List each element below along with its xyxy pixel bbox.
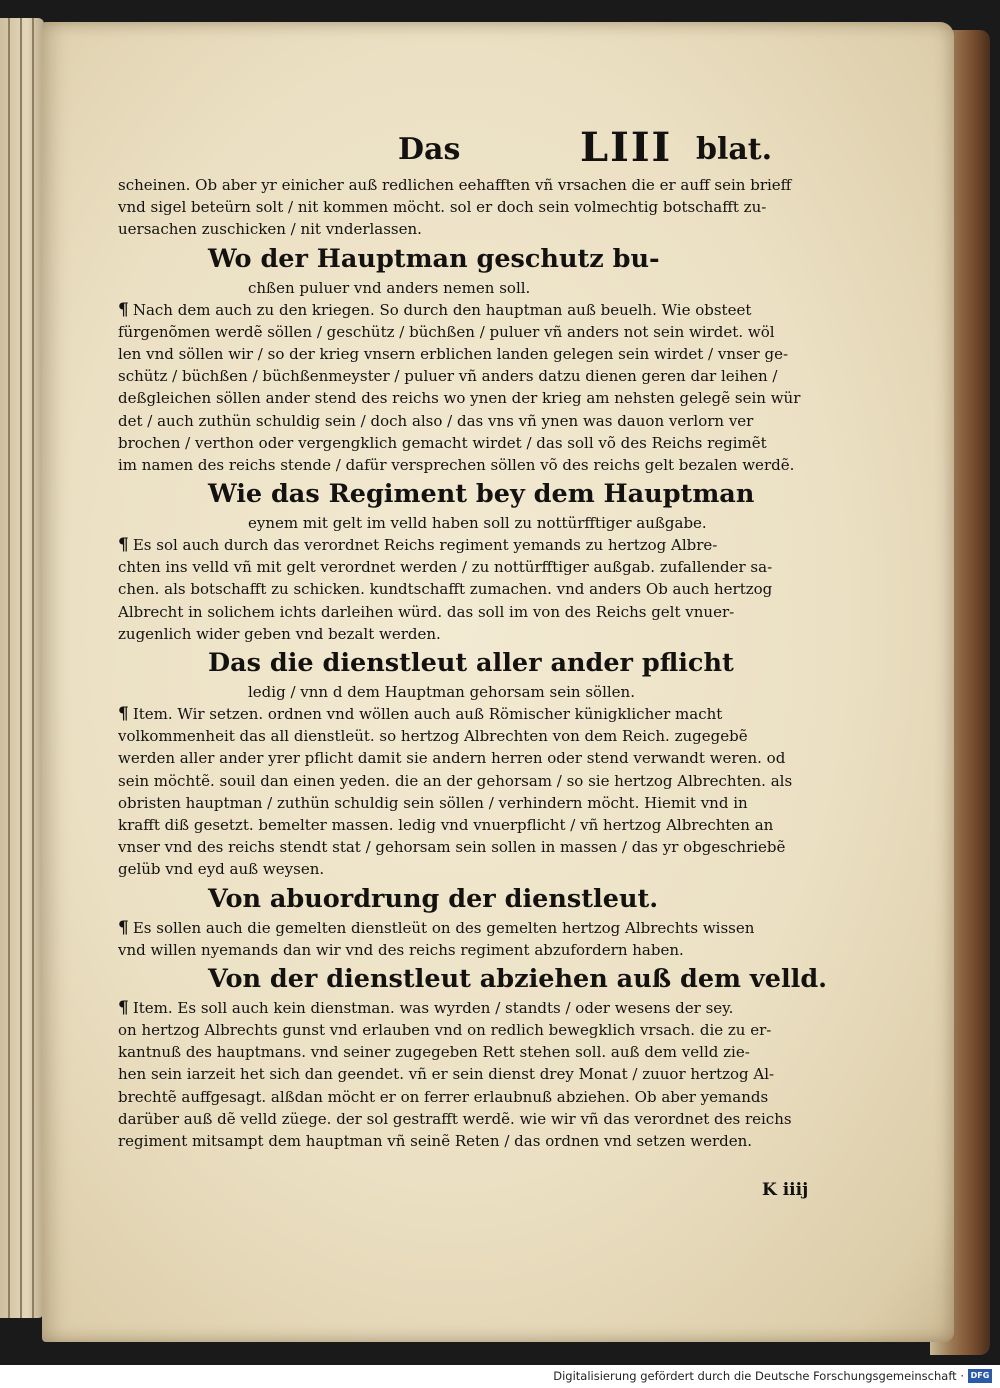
text-line: [118, 1063, 838, 1085]
section-heading: Wo der Hauptman geschutz bu-: [208, 243, 660, 274]
book-page: [42, 22, 954, 1342]
text-line-content: Nach dem auch zu den kriegen. So durch den hauptman auß beuelh. Wie obsteet: [132, 300, 752, 319]
section: [118, 961, 838, 1152]
text-line-content: Albrecht in solichem ichts darleihen würd. das soll im von des Reichs gelt vnuer-: [118, 602, 735, 621]
text-line-content: chen. als botschafft zu schicken. kundtschafft zumachen. vnd anders Ob auch hertzog: [118, 580, 773, 599]
body-text: [118, 174, 838, 1152]
text-line-content: Es sol auch durch das verordnet Reichs regiment yemands zu hertzog Albre-: [132, 536, 718, 555]
section: [118, 476, 838, 645]
text-block: [118, 114, 838, 1216]
text-line: [118, 432, 838, 454]
text-line: [118, 365, 838, 387]
text-line: [118, 725, 838, 747]
folio-number: LIII: [580, 124, 673, 171]
text-line-content: uersachen zuschicken / nit vnderlassen.: [118, 220, 422, 239]
text-line-content: scheinen. Ob aber yr einicher auß redlichen eehafften vñ vrsachen die er auff sein brieff: [118, 176, 792, 194]
section-subheading: eynem mit gelt im velld haben soll zu nottürfftiger außgabe.: [248, 514, 707, 533]
pilcrow-icon: ¶: [118, 535, 129, 556]
pilcrow-icon: ¶: [118, 997, 129, 1018]
text-line: [118, 1086, 838, 1108]
section: [118, 241, 838, 477]
pilcrow-icon: ¶: [118, 299, 129, 320]
pilcrow-icon: ¶: [118, 704, 129, 724]
text-line: [118, 997, 838, 1019]
footer-credit: Digitalisierung gefördert durch die Deutsche Forschungsgemeinschaft ·: [553, 1369, 964, 1383]
text-line-content: brochen / verthon oder vergengklich gemacht wirdet / das soll võ des Reichs regimẽt: [118, 433, 767, 452]
text-line-content: Item. Es soll auch kein dienstman. was wyrden / standts / oder wesens der sey.: [132, 998, 734, 1017]
text-line: [118, 556, 838, 578]
text-line-content: vnd sigel beteürn solt / nit kommen möcht. sol er doch sein volmechtig botschafft zu-: [118, 198, 767, 217]
text-line: [118, 196, 838, 218]
text-line: [118, 703, 838, 725]
text-line-content: im namen des reichs stende / dafür versprechen söllen võ des reichs gelt bezalen werdẽ.: [118, 455, 795, 474]
text-line: [118, 174, 838, 196]
left-page-edge: [0, 18, 44, 1318]
running-head: [118, 114, 838, 174]
text-line-content: Es sollen auch die gemelten dienstleüt on des gemelten hertzog Albrechts wissen: [132, 918, 755, 937]
running-head-right: blat.: [696, 132, 773, 167]
section-heading: Das die dienstleut aller ander pflicht: [208, 648, 734, 678]
section-heading: Von der dienstleut abziehen auß dem velld.: [208, 963, 828, 994]
text-line-content: det / auch zuthün schuldig sein / doch also / das vns vñ ynen was dauon verlorn ver: [118, 411, 754, 430]
section: [118, 881, 838, 961]
section: [118, 645, 838, 881]
text-line: [118, 1041, 838, 1063]
section: [118, 174, 838, 241]
text-line-content: brechtẽ auffgesagt. alßdan möcht er on ferrer erlaubnuß abziehen. Ob aber yemands: [118, 1087, 769, 1106]
text-line-content: volkommenheit das all dienstleüt. so hertzog Albrechten von dem Reich. zugegebẽ: [118, 727, 748, 746]
text-line-content: vnser vnd des reichs stendt stat / gehorsam sein sollen in massen / das yr obgeschriebẽ: [118, 838, 786, 857]
text-line: [118, 410, 838, 432]
footer: [0, 1365, 1000, 1388]
text-line: [118, 917, 838, 939]
text-line: [118, 814, 838, 836]
text-line-content: regiment mitsampt dem hauptman vñ seinẽ Reten / das ordnen vnd setzen werden.: [118, 1132, 753, 1150]
text-line: [118, 601, 838, 623]
text-line: [118, 1108, 838, 1130]
section-subheading: chßen puluer vnd anders nemen soll.: [248, 278, 531, 297]
text-line-content: krafft diß gesetzt. bemelter massen. ledig vnd vnuerpflicht / vñ hertzog Albrechten an: [118, 815, 774, 834]
text-line-content: on hertzog Albrechts gunst vnd erlauben vnd on redlich bewegklich vrsach. die zu er-: [118, 1021, 772, 1040]
text-line-content: darüber auß dẽ velld züege. der sol gestrafft werdẽ. wie wir vñ das verordnet des reichs: [118, 1109, 792, 1128]
signature-mark: K iiij: [762, 1180, 809, 1200]
text-line: [118, 454, 838, 476]
section-subheading: ledig / vnn d dem Hauptman gehorsam sein söllen.: [248, 683, 635, 701]
text-line: [118, 858, 838, 880]
text-line: [118, 747, 838, 769]
text-line: [118, 218, 838, 240]
text-line-content: werden aller ander yrer pflicht damit sie andern herren oder stend verwandt weren. od: [118, 749, 786, 768]
text-line: [118, 299, 838, 321]
text-line-content: Item. Wir setzen. ordnen vnd wöllen auch auß Römischer künigklicher macht: [132, 705, 723, 723]
text-line-content: schütz / büchßen / büchßenmeyster / puluer vñ anders datzu dienen geren dar leihen /: [118, 367, 778, 386]
text-line-content: obristen hauptman / zuthün schuldig sein söllen / verhindern möcht. Hiemit vnd in: [118, 793, 748, 812]
text-line-content: chten ins velld vñ mit gelt verordnet werden / zu nottürfftiger außgab. zufallender sa-: [118, 558, 773, 577]
text-line: [118, 1019, 838, 1041]
text-line: [118, 939, 838, 961]
text-line-content: zugenlich wider geben vnd bezalt werden.: [118, 624, 441, 643]
text-line: [118, 387, 838, 409]
section-heading: Wie das Regiment bey dem Hauptman: [208, 479, 755, 510]
dfg-logo-icon: DFG: [968, 1369, 992, 1383]
text-line: [118, 1130, 838, 1152]
pilcrow-icon: ¶: [118, 917, 129, 938]
text-line-content: len vnd söllen wir / so der krieg vnsern erblichen landen gelegen sein wirdet / vnser ge-: [118, 344, 789, 363]
text-line-content: vnd willen nyemands dan wir vnd des reichs regiment abzufordern haben.: [118, 940, 684, 959]
section-heading: Von abuordrung der dienstleut.: [208, 883, 659, 914]
text-line-content: fürgenõmen werdẽ söllen / geschütz / büchßen / puluer vñ anders not sein wirdet. wöl: [118, 322, 775, 341]
text-line: [118, 343, 838, 365]
text-line: [118, 836, 838, 858]
text-line-content: gelüb vnd eyd auß weysen.: [118, 860, 325, 879]
text-line: [118, 770, 838, 792]
text-line: [118, 578, 838, 600]
text-line: [118, 534, 838, 556]
text-line: [118, 321, 838, 343]
text-line: [118, 792, 838, 814]
text-line: [118, 623, 838, 645]
text-line-content: hen sein iarzeit het sich dan geendet. vñ er sein dienst drey Monat / zuuor hertzog Al-: [118, 1065, 775, 1084]
text-line-content: deßgleichen söllen ander stend des reichs wo ynen der krieg am nehsten gelegẽ sein wür: [118, 389, 801, 408]
running-head-left: Das: [398, 132, 461, 167]
text-line-content: kantnuß des hauptmans. vnd seiner zugegeben Rett stehen soll. auß dem velld zie-: [118, 1043, 750, 1062]
text-line-content: sein möchtẽ. souil dan einen yeden. die an der gehorsam / so sie hertzog Albrechten. als: [118, 771, 793, 790]
